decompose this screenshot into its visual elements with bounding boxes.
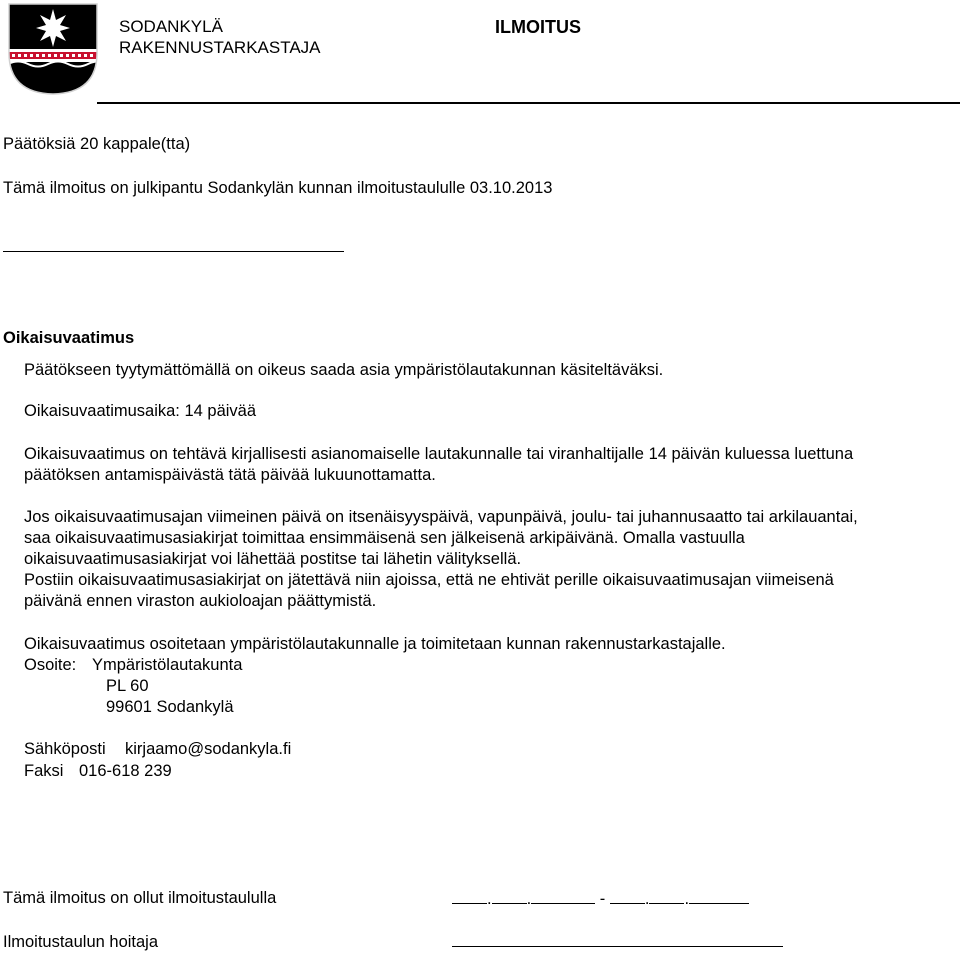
start-month-blank[interactable] [492,888,527,904]
email-label: Sähköposti [24,740,106,758]
paragraph-line: oikaisuvaatimusasiakirjat voi lähettää postitse tai lähetin välityksellä. [24,550,522,568]
appeal-holiday-paragraph [24,507,858,612]
end-month-blank[interactable] [649,888,684,904]
organization-unit: RAKENNUSTARKASTAJA [119,38,321,57]
date-range-dash: - [599,890,606,908]
document-type: ILMOITUS [495,17,581,37]
appeal-period-text: Oikaisuvaatimusaika: 14 päivää [24,402,257,420]
appeal-recipient-text: Oikaisuvaatimus osoitetaan ympäristölautakunnalle ja toimitetaan kunnan rakennustarkastajalle. [24,635,726,653]
board-period-date-fields [452,888,749,910]
date-separator: . [644,890,650,908]
end-year-blank[interactable] [689,888,749,904]
paragraph-line: päätöksen antamispäivästä tätä päivää lukuunottamatta. [24,466,436,484]
address-line: Ympäristölautakunta [92,656,243,674]
email-link[interactable]: kirjaamo@sodankyla.fi [125,740,292,758]
date-separator: . [684,890,690,908]
paragraph-line: saa oikaisuvaatimusasiakirjat toimittaa ensimmäisenä sen jälkeisenä arkipäivänä. Omalla vastuulla [24,529,745,547]
header-divider [97,102,960,104]
organization-name: SODANKYLÄ [119,17,223,36]
end-day-blank[interactable] [610,888,645,904]
paragraph-line: päivänä ennen viraston aukioloajan päättymistä. [24,592,377,610]
paragraph-line: Jos oikaisuvaatimusajan viimeinen päivä on itsenäisyyspäivä, vapunpäivä, joulu- tai juhannusaatto tai arkilauantai, [24,508,858,526]
fax-number: 016-618 239 [79,762,172,780]
appeal-right-text: Päätökseen tyytymättömällä on oikeus saada asia ympäristölautakunnan käsiteltäväksi. [24,361,664,379]
signature-blank[interactable] [452,946,783,947]
paragraph-line: Postiin oikaisuvaatimusasiakirjat on jätettävä niin ajoissa, että ne ehtivät perille oikaisuvaatimusajan viimeisenä [24,571,834,589]
address-line: PL 60 [106,677,149,695]
start-year-blank[interactable] [531,888,595,904]
board-period-label: Tämä ilmoitus on ollut ilmoitustaululla [3,889,277,907]
section-heading: Oikaisuvaatimus [3,329,135,347]
posting-notice: Tämä ilmoitus on julkipantu Sodankylän kunnan ilmoitustaululle 03.10.2013 [3,179,553,197]
start-day-blank[interactable] [452,888,487,904]
appeal-deadline-paragraph [24,444,853,486]
sodankyla-coat-of-arms-icon [8,3,98,95]
date-separator: . [487,890,492,908]
date-separator: . [526,890,532,908]
separator-line [3,251,344,252]
decision-count: Päätöksiä 20 kappale(tta) [3,135,191,153]
address-line: 99601 Sodankylä [106,698,234,716]
address-label: Osoite: [24,656,77,674]
fax-label: Faksi [24,762,64,780]
paragraph-line: Oikaisuvaatimus on tehtävä kirjallisesti asianomaiselle lautakunnalle tai viranhaltijalle 14 päivän kuluessa luettuna [24,445,854,463]
board-keeper-label: Ilmoitustaulun hoitaja [3,933,159,951]
